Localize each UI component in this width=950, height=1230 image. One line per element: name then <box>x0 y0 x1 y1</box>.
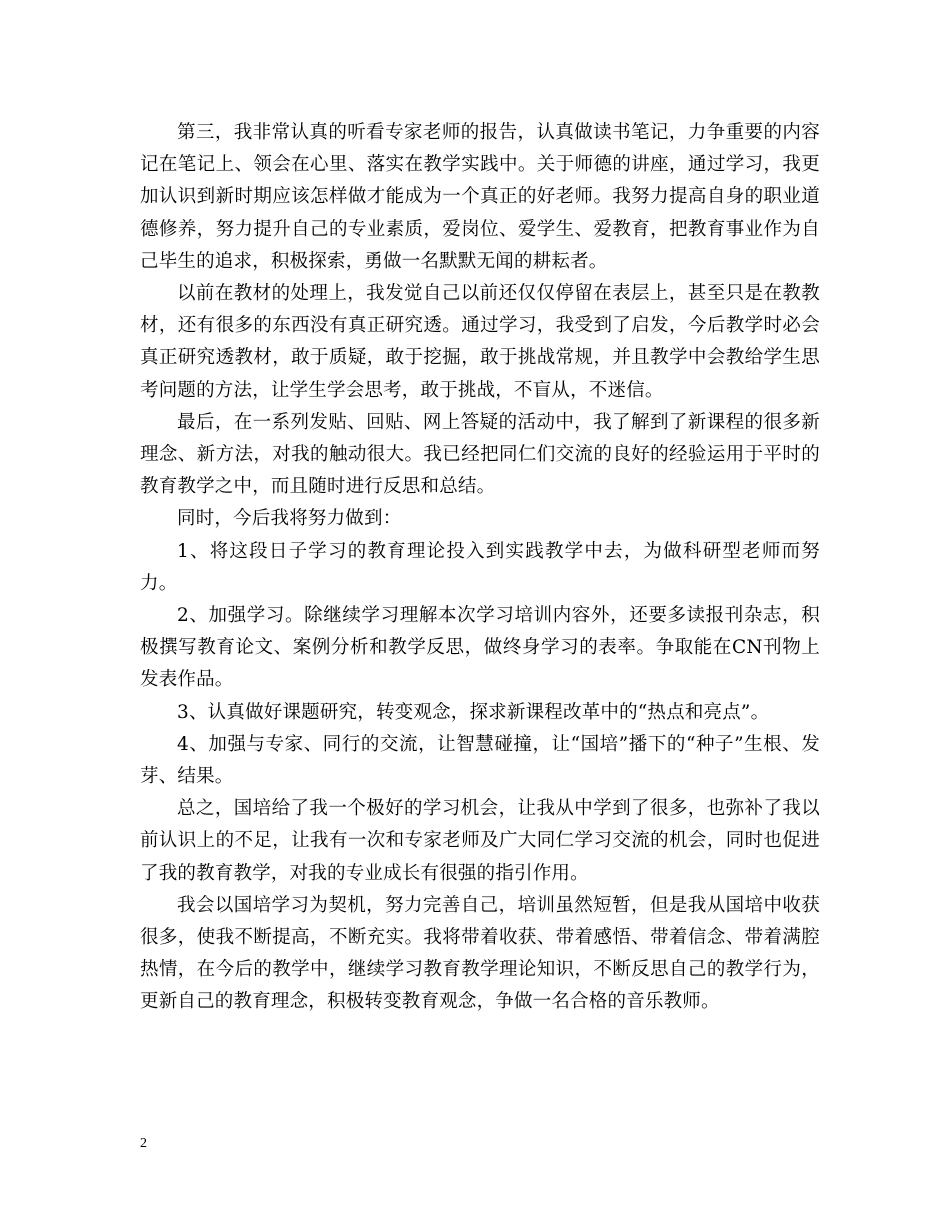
paragraph-5: 1、将这段日子学习的教育理论投入到实践教学中去，为做科研型老师而努力。 <box>140 540 820 594</box>
paragraph-9: 总之，国培给了我一个极好的学习机会，让我从中学到了很多，也弥补了我以前认识上的不足，让我有一次和专家老师及广大同仁学习交流的机会，同时也促进了我的教育教学，对我的专业成长有很强的指引作用。 <box>140 798 820 884</box>
paragraph-7: 3、认真做好课题研究，转变观念，探求新课程改革中的“热点和亮点”。 <box>177 701 770 723</box>
paragraph-2: 以前在教材的处理上，我发觉自己以前还仅仅停留在表层上，甚至只是在教教材，还有很多的东西没有真正研究透。通过学习，我受到了启发，今后教学时必会真正研究透教材，敢于质疑，敢于挖掘，敢于挑战常规，并且教学中会教给学生思考问题的方法，让学生学会思考，敢于挑战，不盲从，不迷信。 <box>140 283 820 401</box>
paragraph-3: 最后，在一系列发贴、回贴、网上答疑的活动中，我了解到了新课程的很多新理念、新方法，对我的触动很大。我已经把同仁们交流的良好的经验运用于平时的教育教学之中，而且随时进行反思和总结。 <box>140 411 820 498</box>
paragraph-10: 我会以国培学习为契机，努力完善自己，培训虽然短暂，但是我从国培中收获很多，使我不断提高，不断充实。我将带着收获、带着感悟、带着信念、带着满腔热情，在今后的教学中，继续学习教育教学理论知识，不断反思自己的教学行为，更新自己的教育理念，积极转变教育观念，争做一名合格的音乐教师。 <box>140 894 820 1013</box>
paragraph-8: 4、加强与专家、同行的交流，让智慧碰撞，让“国培”播下的“种子”生根、发芽、结果。 <box>140 733 820 788</box>
document-body <box>140 117 820 1019</box>
page-number: 2 <box>140 1136 147 1151</box>
paragraph-1: 第三，我非常认真的听看专家老师的报告，认真做读书笔记，力争重要的内容记在笔记上、领会在心里、落实在教学实践中。关于师德的讲座，通过学习，我更加认识到新时期应该怎样做才能成为一个真正的好老师。我努力提高自身的职业道德修养，努力提升自己的专业素质，爱岗位、爱学生、爱教育，把教育事业作为自己毕生的追求，积极探索，勇做一名默默无闻的耕耘者。 <box>140 122 820 272</box>
paragraph-6: 2、加强学习。除继续学习理解本次学习培训内容外，还要多读报刊杂志，积极撰写教育论文、案例分析和教学反思，做终身学习的表率。争取能在CN刊物上发表作品。 <box>140 605 820 691</box>
paragraph-4: 同时，今后我将努力做到： <box>177 508 402 530</box>
